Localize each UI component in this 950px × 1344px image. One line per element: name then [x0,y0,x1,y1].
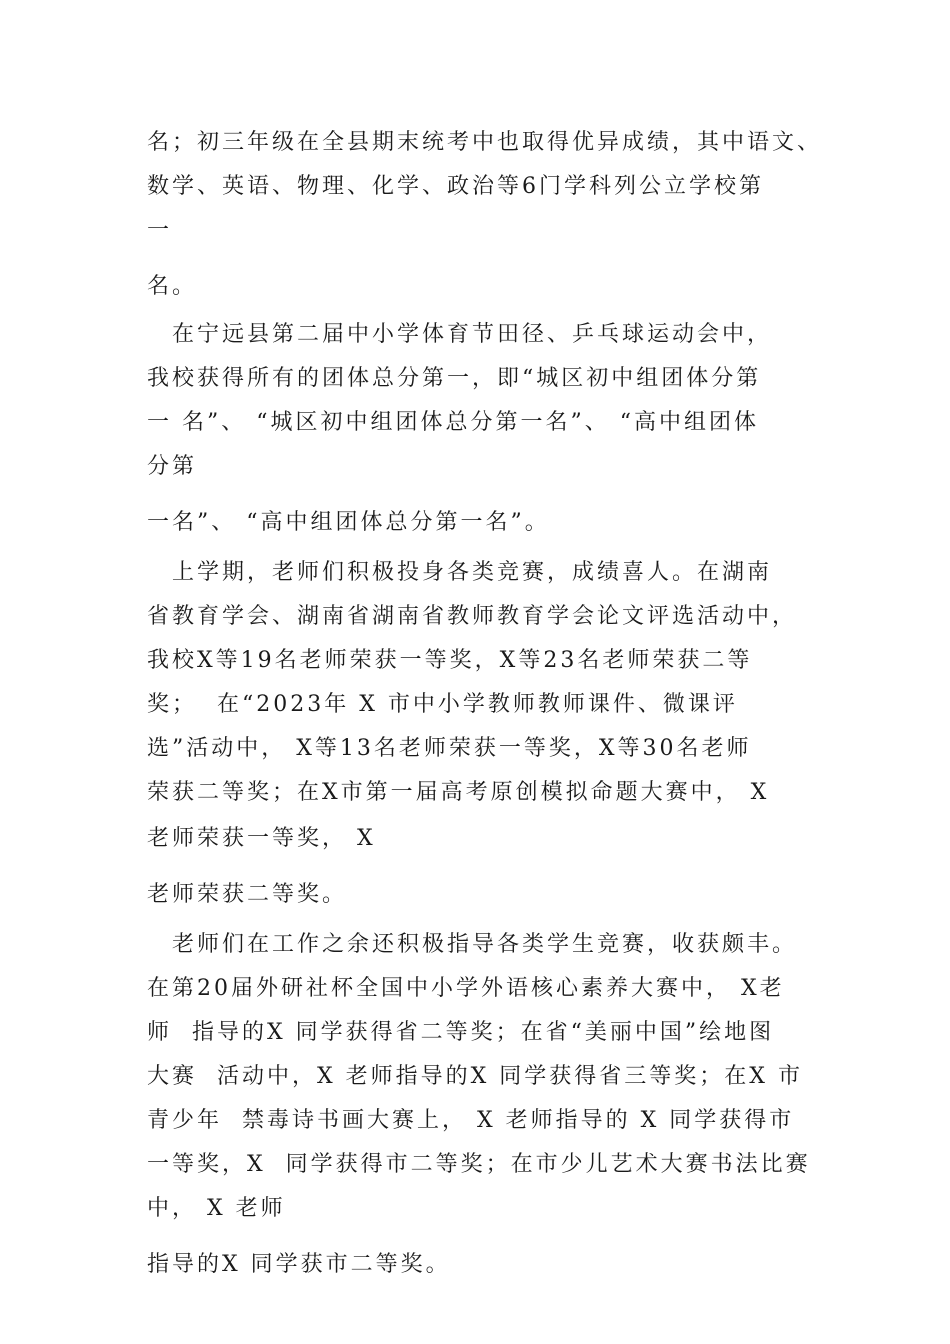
text-line: 青少年 禁毒诗书画大赛上， X 老师指导的 X 同学获得市 [147,1108,795,1133]
text-line: 在第20届外研社杯全国中小学外语核心素养大赛中， X老 [147,976,785,1001]
text-line: 指导的X 同学获市二等奖。 [147,1252,451,1277]
text-line: 荣获二等奖；在X市第一届高考原创模拟命题大赛中， X [147,780,770,805]
text-line: 老师荣获一等奖， X [147,826,376,851]
text-line: 一等奖，X 同学获得市二等奖；在市少儿艺术大赛书法比赛 [147,1152,811,1177]
text-line: 名；初三年级在全县期末统考中也取得优异成绩，其中语文、 [147,130,823,155]
text-line: 在宁远县第二届中小学体育节田径、乒乓球运动会中， [147,322,773,347]
text-line: 我校获得所有的团体总分第一，即“城区初中组团体分第 [147,366,762,391]
text-line: 我校X等19名老师荣获一等奖，X等23名老师荣获二等 [147,648,753,673]
text-line: 名。 [147,274,198,299]
text-line: 选”活动中， X等13名老师荣获一等奖，X等30名老师 [147,736,752,761]
text-line: 师 指导的X 同学获得省二等奖；在省“美丽中国”绘地图 [147,1020,775,1045]
text-line: 老师们在工作之余还积极指导各类学生竞赛，收获颇丰。 [147,932,798,957]
text-line: 大赛 活动中，X 老师指导的X 同学获得省三等奖；在X 市 [147,1064,803,1089]
text-line: 老师荣获二等奖。 [147,882,348,907]
text-line: 一 名”、 “城区初中组团体总分第一名”、 “高中组团体 [147,410,759,435]
text-line: 中， X 老师 [147,1196,286,1221]
text-line: 分第 [147,454,198,479]
text-line: 省教育学会、湖南省湖南省教师教育学会论文评选活动中， [147,604,798,629]
text-line: 一 [147,218,173,243]
text-line: 一名”、 “高中组团体总分第一名”。 [147,510,550,535]
text-line: 奖； 在“2023年 X 市中小学教师教师课件、微课评 [147,692,738,717]
text-line: 上学期，老师们积极投身各类竞赛，成绩喜人。在湖南 [147,560,773,585]
text-line: 数学、英语、物理、化学、政治等6门学科列公立学校第 [147,174,764,199]
